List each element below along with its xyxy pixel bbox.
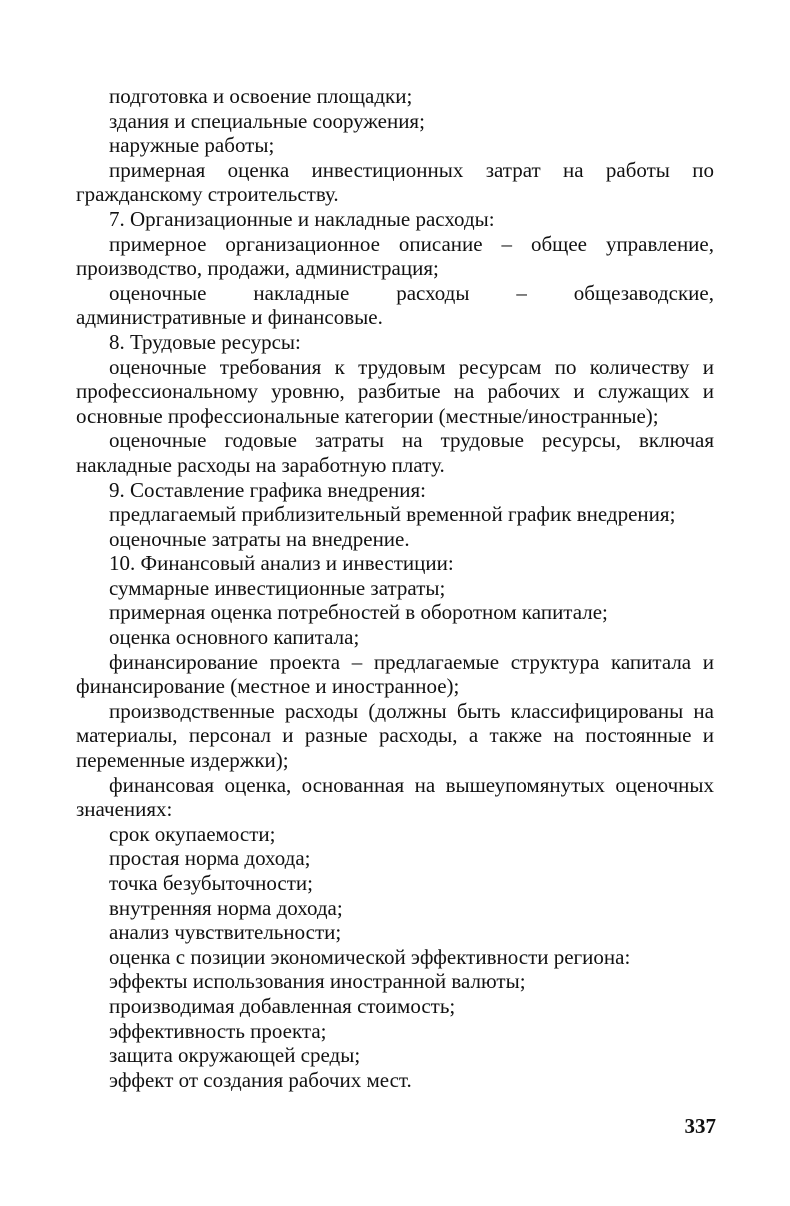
paragraph: примерное организационное описание – общее управление, производство, продажи, администрация; xyxy=(76,231,714,281)
paragraph: оценочные затраты на внедрение. xyxy=(109,526,410,551)
list-item: производимая добавленная стоимость; xyxy=(109,993,456,1018)
paragraph: производственные расходы (должны быть классифицированы на материалы, персонал и разные расходы, а также на постоянные и переменные издержки); xyxy=(76,698,714,773)
paragraph: оценка основного капитала; xyxy=(109,625,360,650)
section-heading: 10. Финансовый анализ и инвестиции: xyxy=(109,551,454,576)
paragraph: подготовка и освоение площадки; xyxy=(109,84,413,108)
paragraph: примерная оценка инвестиционных затрат на работы по гражданскому строительству. xyxy=(76,157,714,207)
list-item: оценка с позиции экономической эффективности региона: xyxy=(109,944,631,969)
list-item: внутренняя норма дохода; xyxy=(109,895,343,920)
paragraph: оценочные годовые затраты на трудовые ресурсы, включая накладные расходы на заработную плату. xyxy=(76,428,714,477)
paragraph: оценочные накладные расходы – общезаводские, административные и финансовые. xyxy=(76,280,714,330)
paragraph: суммарные инвестиционные затраты; xyxy=(109,575,446,600)
paragraph: финансовая оценка, основанная на вышеупомянутых оценочных значениях: xyxy=(76,772,714,822)
paragraph: финансирование проекта – предлагаемые структура капитала и финансирование (местное и иностранное); xyxy=(76,649,714,699)
section-heading: 9. Составление графика внедрения: xyxy=(109,477,426,502)
paragraph: оценочные требования к трудовым ресурсам по количеству и профессиональному уровню, разбитые на рабочих и служащих и основные профессиональные категории (местные/иностранные); xyxy=(76,354,714,428)
section-heading: 8. Трудовые ресурсы: xyxy=(109,329,301,354)
page-number: 337 xyxy=(684,1114,716,1138)
list-item: эффективность проекта; xyxy=(109,1018,327,1043)
list-item: эффекты использования иностранной валюты; xyxy=(109,969,526,994)
paragraph: предлагаемый приблизительный временной график внедрения; xyxy=(109,502,676,527)
list-item: анализ чувствительности; xyxy=(109,920,342,945)
paragraph: наружные работы; xyxy=(109,133,275,158)
page-body-text xyxy=(76,84,714,1092)
list-item: простая норма дохода; xyxy=(109,846,311,871)
section-heading: 7. Организационные и накладные расходы: xyxy=(109,206,495,231)
list-item: точка безубыточности; xyxy=(109,871,313,895)
list-item: эффект от создания рабочих мест. xyxy=(109,1067,412,1092)
list-item: защита окружающей среды; xyxy=(109,1043,361,1068)
paragraph: здания и специальные сооружения; xyxy=(109,108,425,133)
list-item: срок окупаемости; xyxy=(109,821,276,846)
paragraph: примерная оценка потребностей в оборотном капитале; xyxy=(109,600,608,625)
